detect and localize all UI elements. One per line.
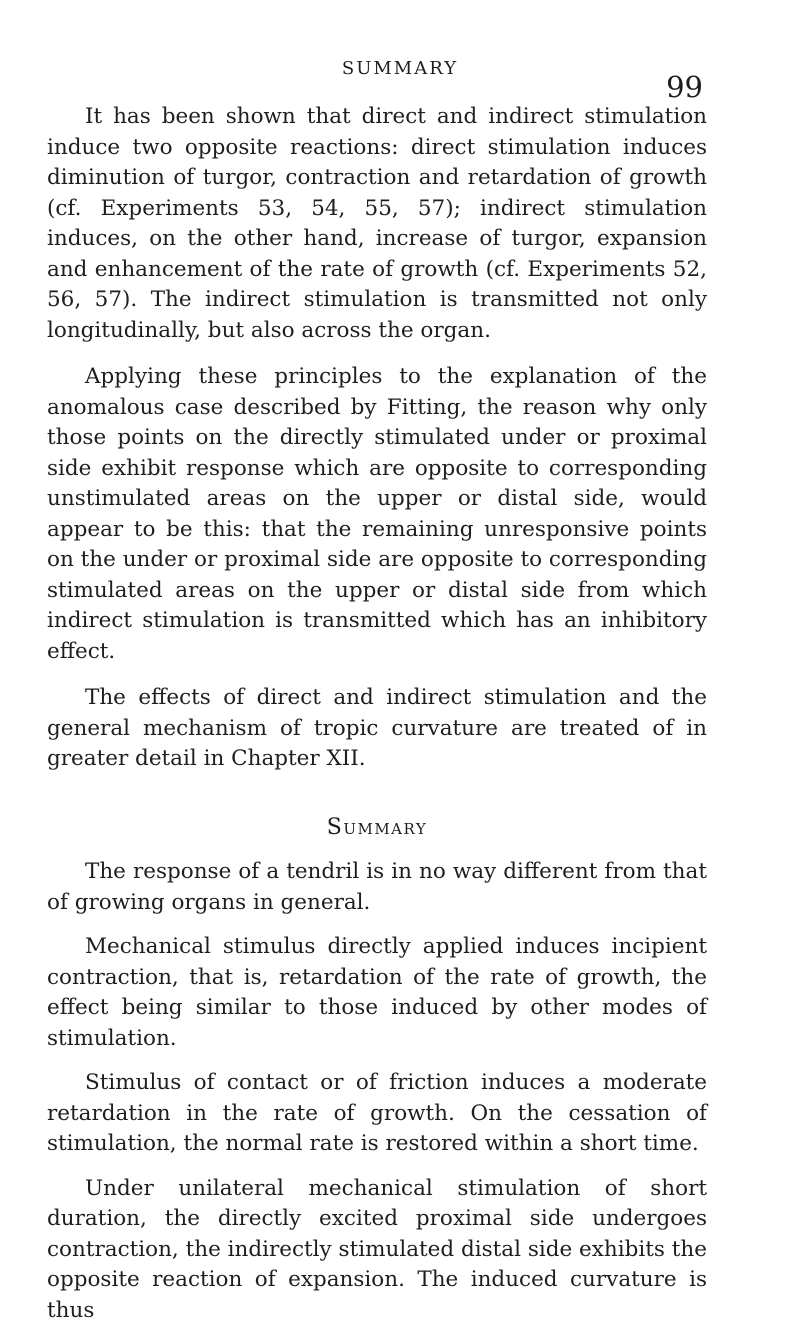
page-number: 99 — [666, 70, 703, 104]
summary-paragraph-mechanical-stimulus: Mechanical stimulus directly applied induces incipient contraction, that is, retardation of the rate of growth, the effect being similar to those induced by other modes of stimulation. — [47, 934, 707, 1051]
paragraph-chapter-reference: The effects of direct and indirect stimulation and the general mechanism of tropic curvature are treated of in greater detail in Chapter XII. — [47, 685, 707, 771]
section-heading-summary: Summary — [326, 814, 428, 840]
paragraph-fitting-explanation: Applying these principles to the explanation of the anomalous case described by Fitting, the reason why only those points on the directly stimulated under or proximal side exhibit response which are opposite to corresponding unstimulated areas on the upper or distal side, would appear to be this: that the remaining unresponsive points on the under or proximal side are opposite to corresponding stimulated areas on the upper or distal side from which indirect stimulation is transmitted which has an inhibitory effect. — [47, 364, 707, 664]
summary-paragraph-unilateral-stimulation: Under unilateral mechanical stimulation of short duration, the directly excited proximal side undergoes contraction, the indirectly stimulated distal side exhibits the opposite reaction of expansion. The induced curvature is thus — [47, 1175, 707, 1323]
summary-paragraph-contact-stimulus: Stimulus of contact or of friction induces a moderate retardation in the rate of growth. On the cessation of stimulation, the normal rate is restored within a short time. — [47, 1070, 707, 1156]
page-body — [47, 102, 707, 1326]
paragraph-stimulation-reactions: It has been shown that direct and indirect stimulation induce two opposite reactions: direct stimulation induces diminution of turgor, contraction and retardation of growth (cf. Experiments 53, 54, 55, 57); indirect stimulation induces, on the other hand, increase of turgor, expansion and enhancement of the rate of growth (cf. Experiments 52, 56, 57). The indirect stimulation is transmitted not only longitudinally, but also across the organ. — [47, 104, 707, 343]
running-head: SUMMARY — [341, 58, 459, 79]
summary-paragraph-tendril-response: The response of a tendril is in no way different from that of growing organs in general. — [47, 859, 707, 915]
